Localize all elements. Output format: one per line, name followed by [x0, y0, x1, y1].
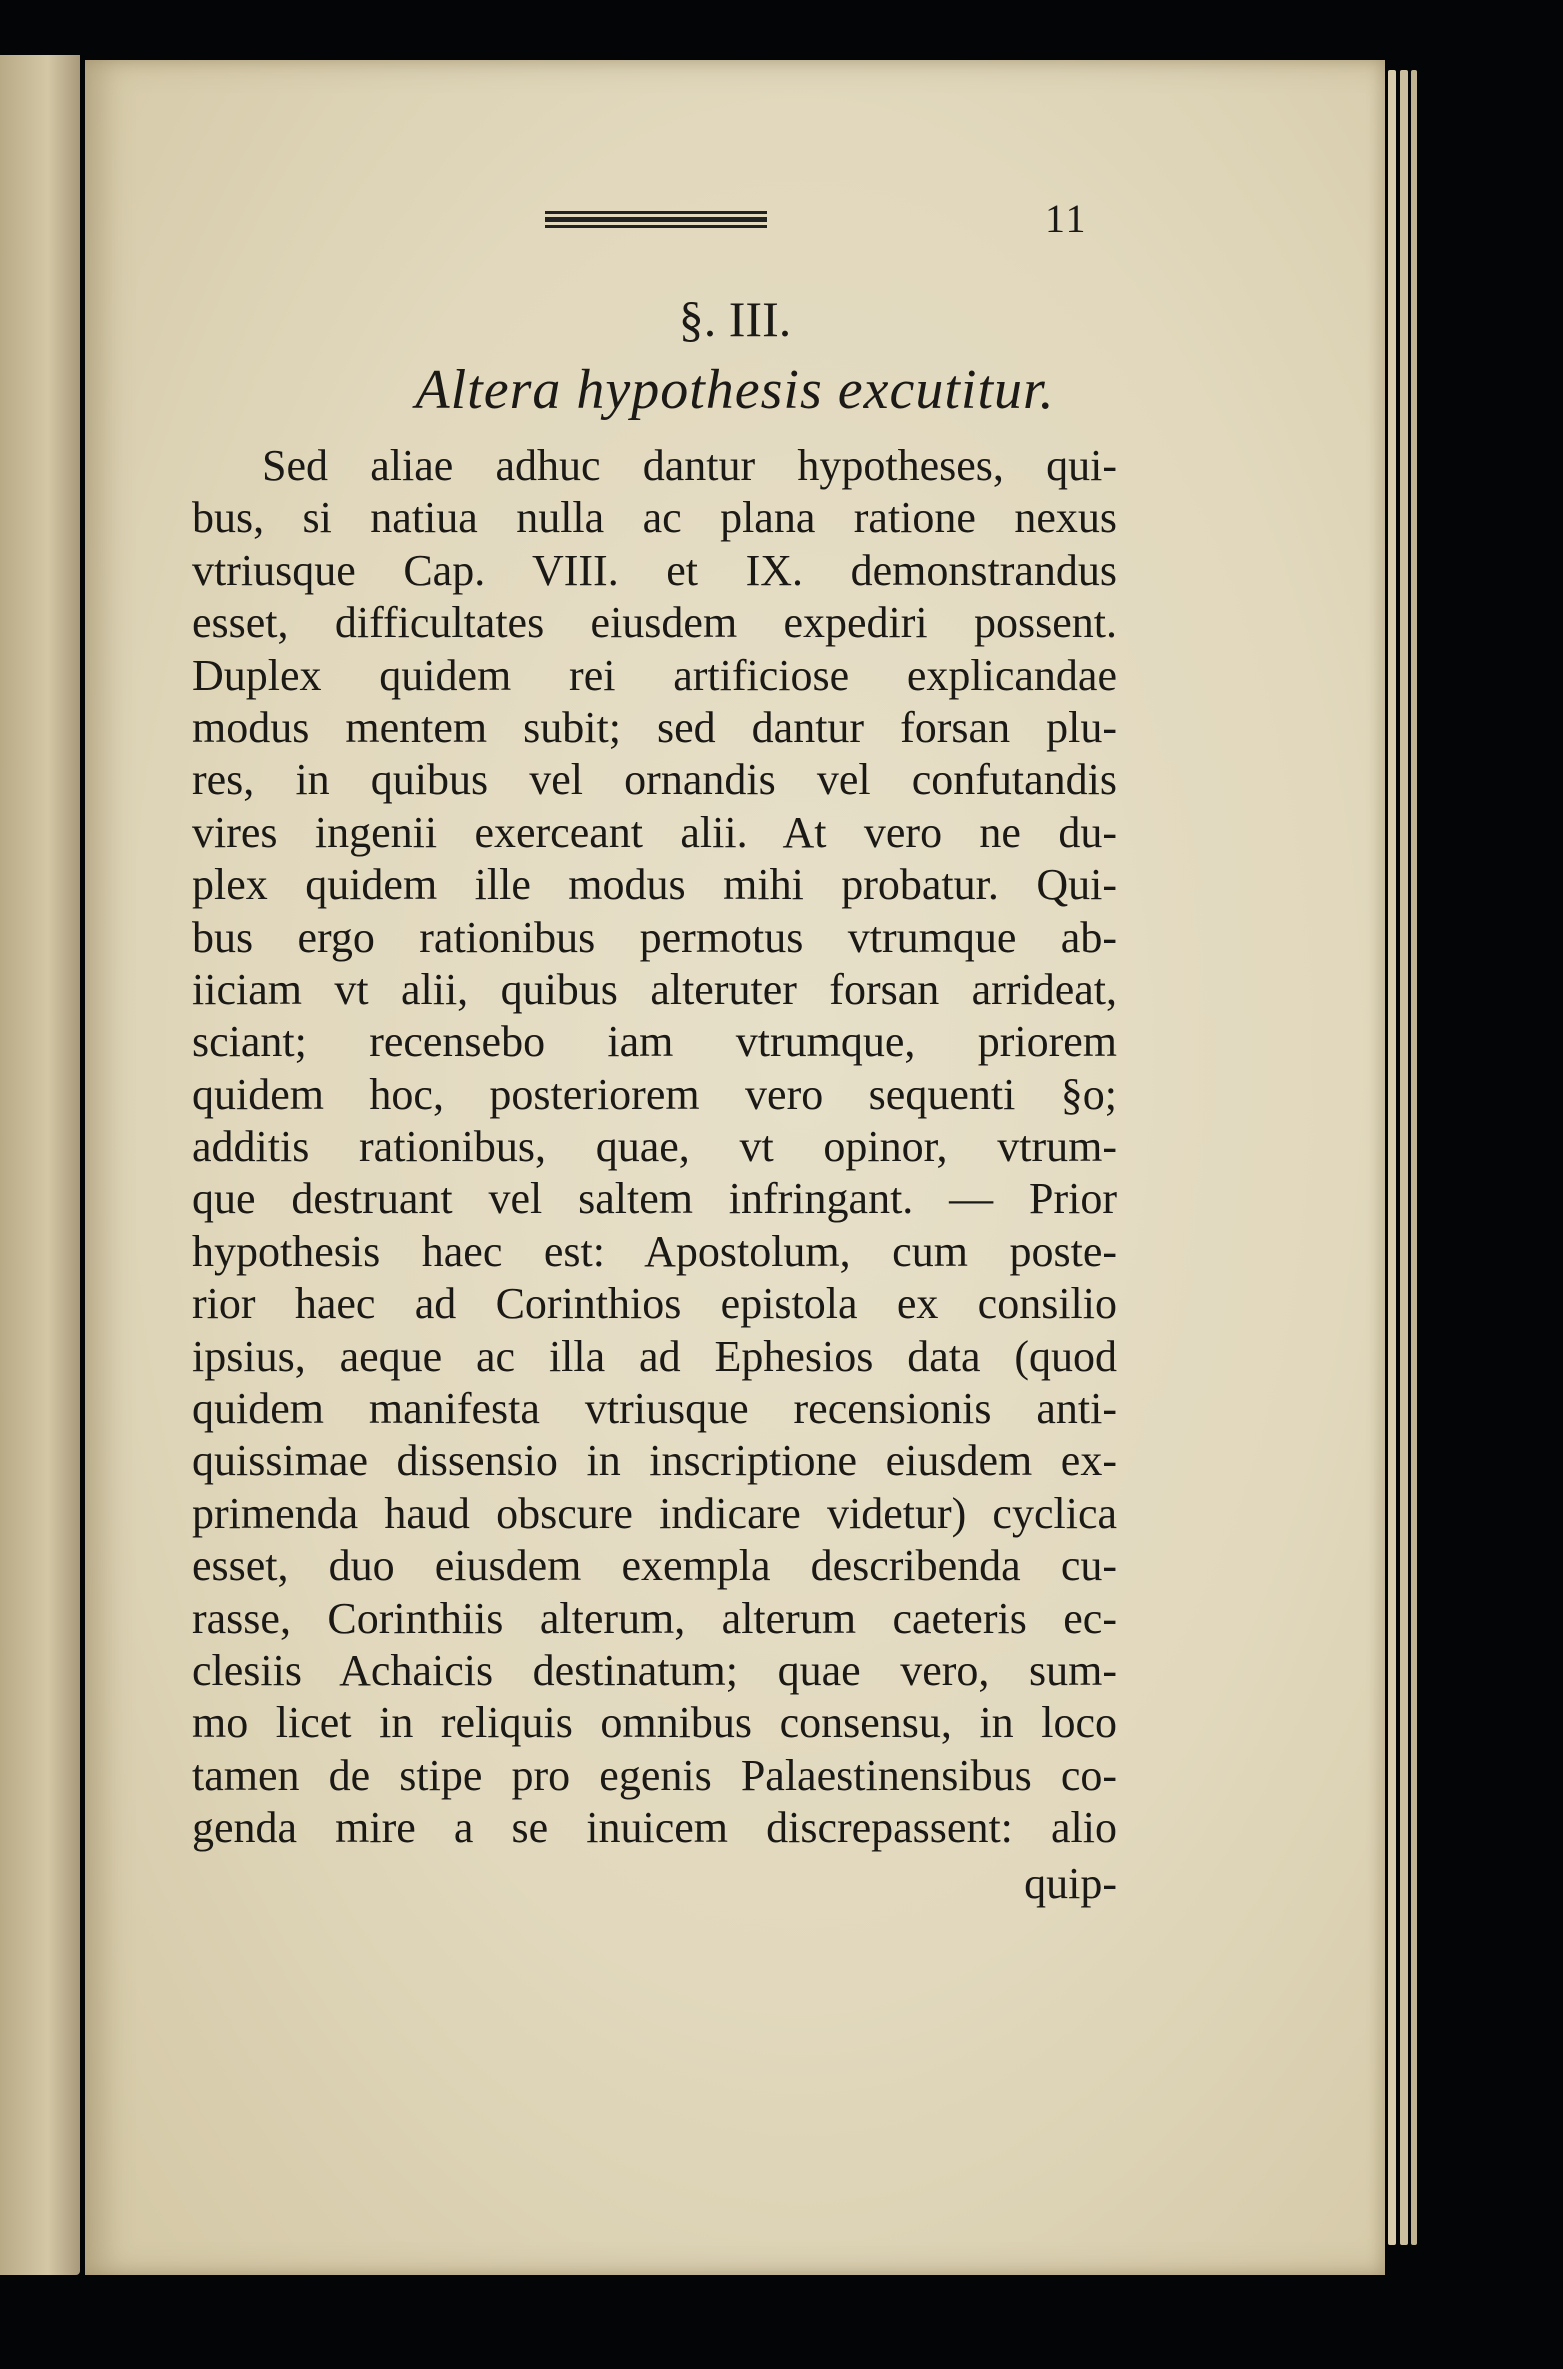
text-line: quidem manifesta vtriusque recensionis anti-	[192, 1384, 1117, 1434]
text-line: tamen de stipe pro egenis Palaestinensibus co-	[192, 1750, 1117, 1800]
text-line: esset, difficultates eiusdem expediri possent.	[192, 598, 1117, 648]
text-line: genda mire a se inuicem discrepassent: alio	[192, 1803, 1117, 1853]
text-line: iiciam vt alii, quibus alteruter forsan arrideat,	[192, 964, 1117, 1014]
text-line: vtriusque Cap. VIII. et IX. demonstrandus	[192, 545, 1117, 595]
page-number: 11	[1045, 196, 1088, 241]
text-line: Sed aliae adhuc dantur hypotheses, qui-	[262, 441, 1117, 490]
text-line: bus, si natiua nulla ac plana ratione nexus	[192, 493, 1117, 543]
text-line: que destruant vel saltem infringant. — Prior	[192, 1174, 1117, 1224]
text-line: bus ergo rationibus permotus vtrumque ab-	[192, 912, 1117, 962]
text-line: rasse, Corinthiis alterum, alterum caeteris ec-	[192, 1593, 1117, 1643]
text-line: quidem hoc, posteriorem vero sequenti §o;	[192, 1069, 1117, 1119]
text-line: hypothesis haec est: Apostolum, cum poste-	[192, 1226, 1117, 1276]
text-line: plex quidem ille modus mihi probatur. Qui-	[192, 860, 1117, 910]
catchword: quip-	[1024, 1859, 1117, 1908]
page-edge	[1388, 70, 1396, 2245]
header-rule	[545, 208, 767, 232]
text-line: esset, duo eiusdem exempla describenda cu-	[192, 1541, 1117, 1591]
text-line: additis rationibus, quae, vt opinor, vtrum-	[192, 1122, 1117, 1172]
page-edge	[1411, 70, 1417, 2245]
facing-page-edge	[0, 55, 80, 2275]
text-line: ipsius, aeque ac illa ad Ephesios data (quod	[192, 1331, 1117, 1381]
text-line: mo licet in reliquis omnibus consensu, in loco	[192, 1698, 1117, 1748]
text-line: primenda haud obscure indicare videtur) cyclica	[192, 1488, 1117, 1538]
text-line: quissimae dissensio in inscriptione eiusdem ex-	[192, 1436, 1117, 1486]
section-number: §. III.	[678, 291, 792, 347]
text-line: res, in quibus vel ornandis vel confutandis	[192, 755, 1117, 805]
body-text	[192, 440, 1117, 1855]
text-line: modus mentem subit; sed dantur forsan plu-	[192, 702, 1117, 752]
text-line: rior haec ad Corinthios epistola ex consilio	[192, 1279, 1117, 1329]
text-line: vires ingenii exerceant alii. At vero ne du-	[192, 807, 1117, 857]
text-line: sciant; recensebo iam vtrumque, priorem	[192, 1017, 1117, 1067]
page-edge	[1400, 70, 1408, 2245]
text-line: clesiis Achaicis destinatum; quae vero, sum-	[192, 1645, 1117, 1695]
section-title: Altera hypothesis excutitur.	[415, 359, 1055, 421]
text-line: Duplex quidem rei artificiose explicandae	[192, 650, 1117, 700]
